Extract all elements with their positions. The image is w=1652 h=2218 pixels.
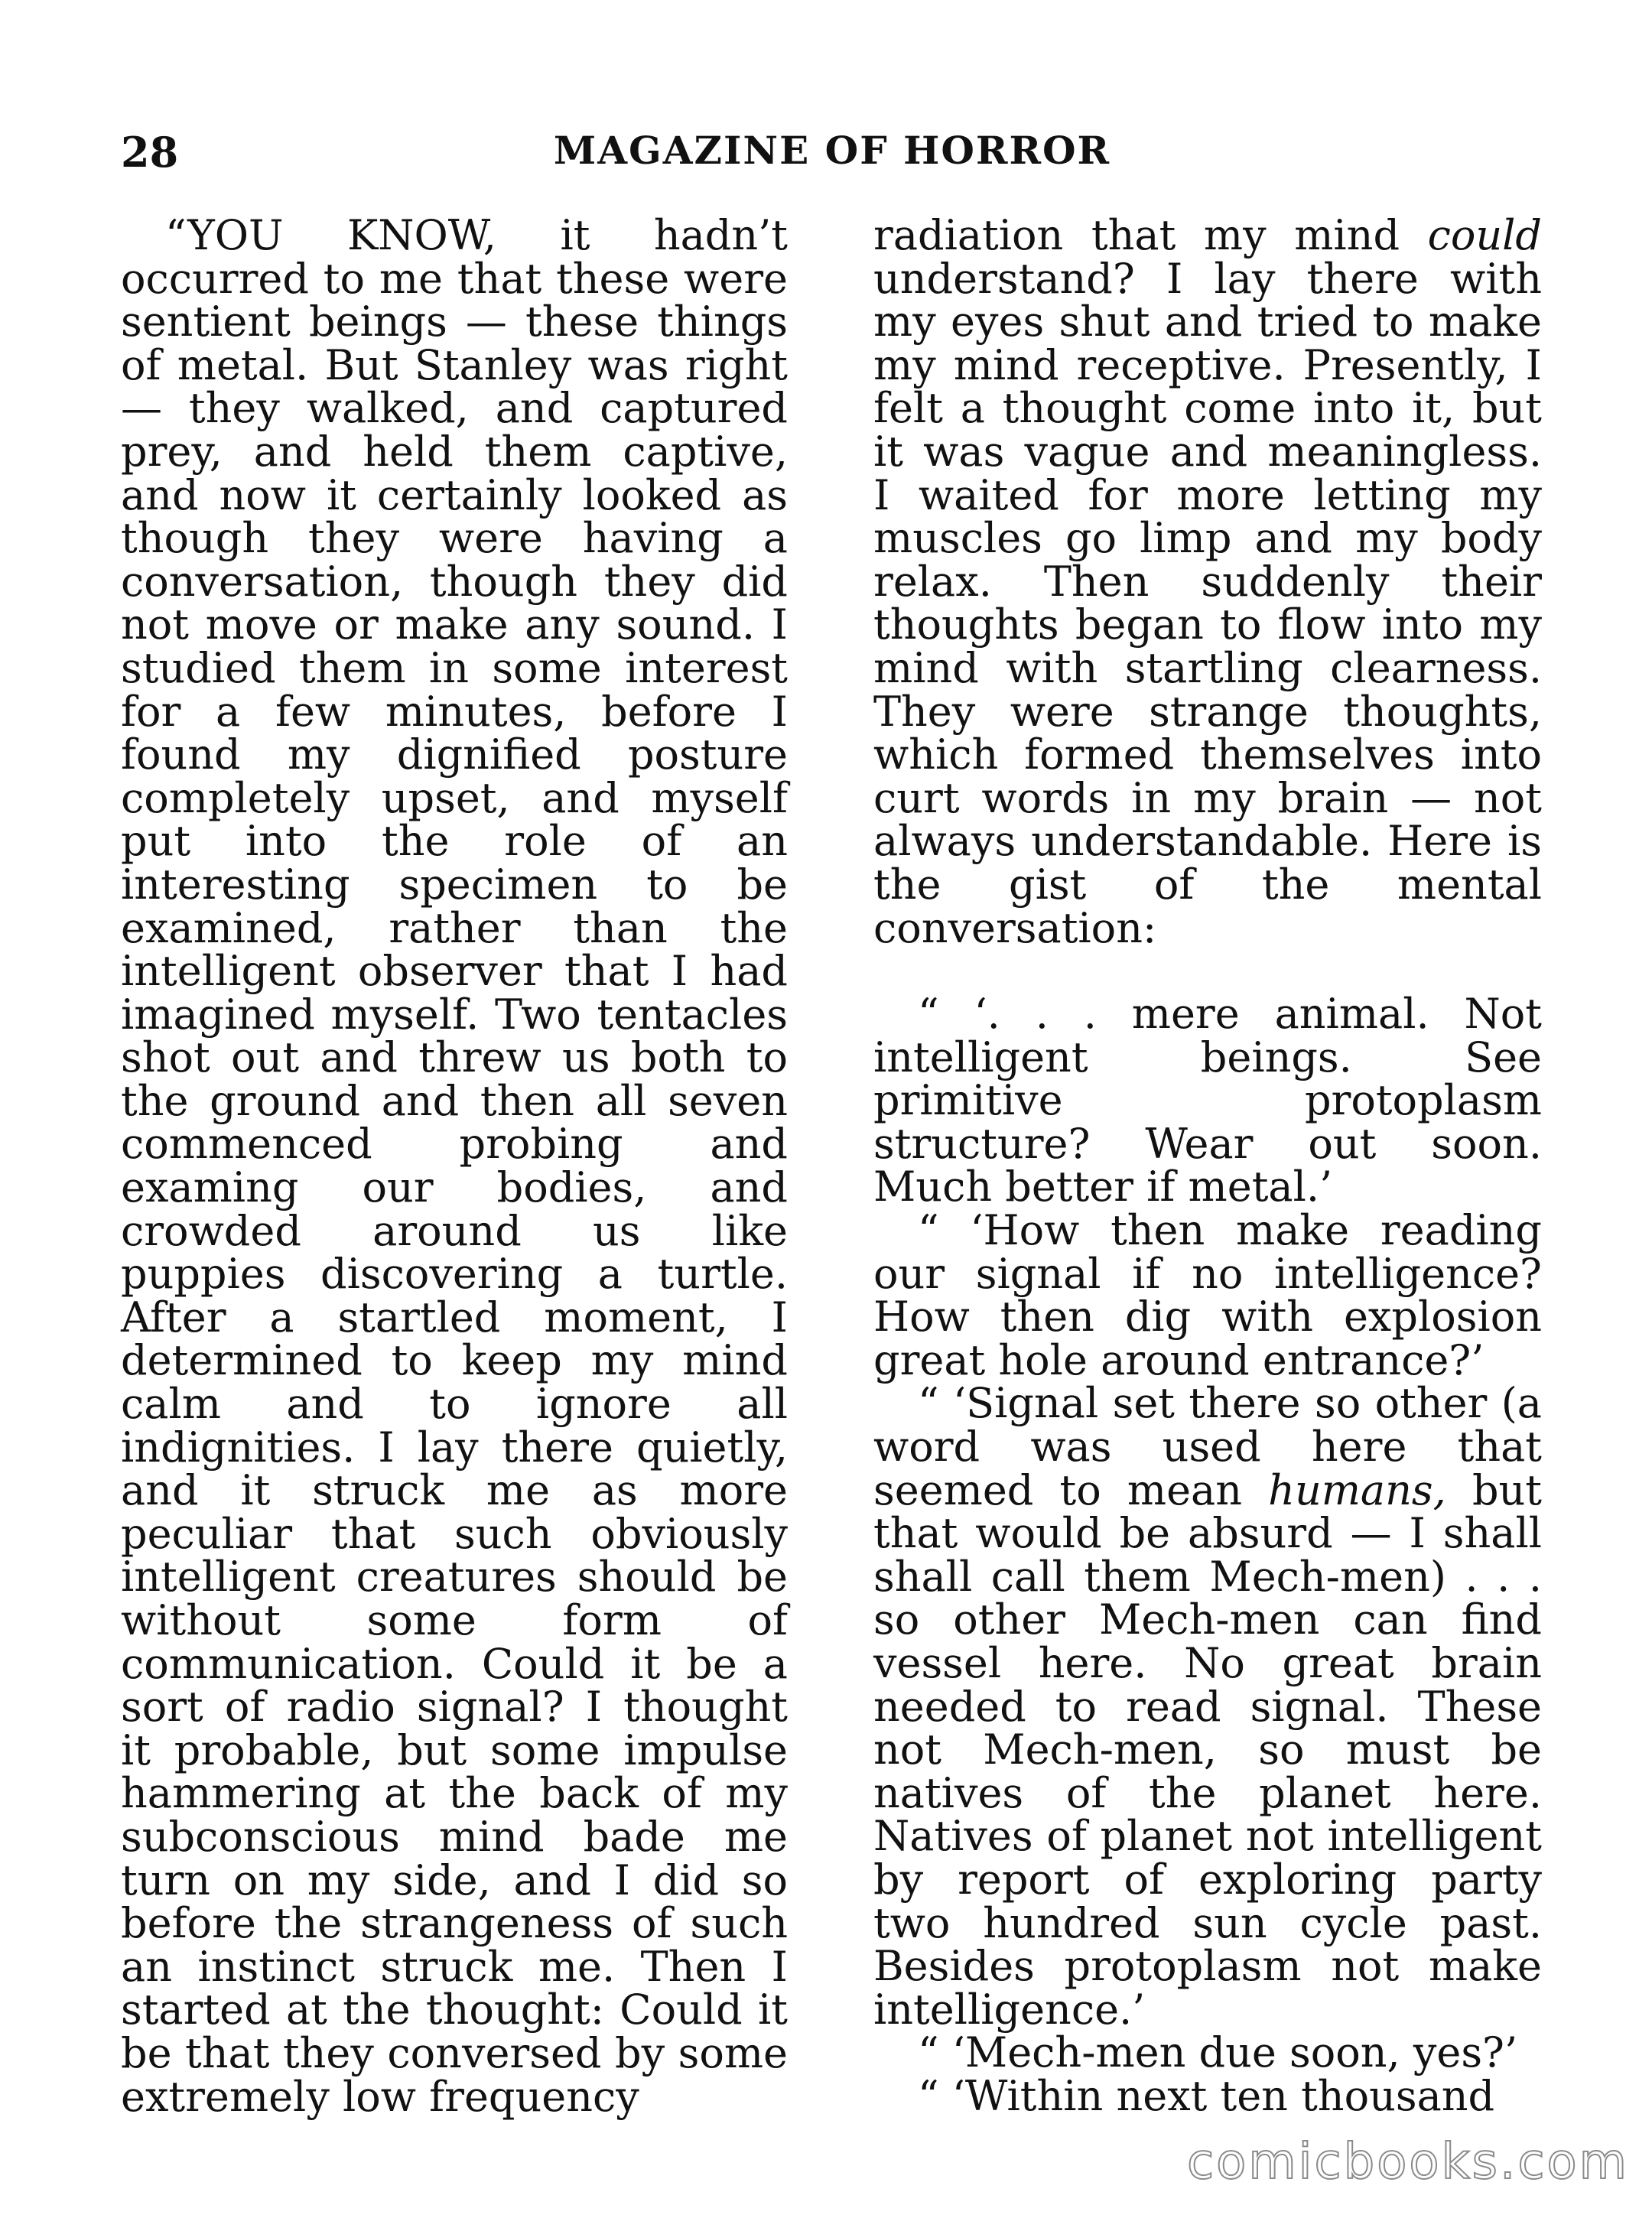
text-run: radiation that my mind <box>873 211 1428 259</box>
text-run: “ ‘Signal set there so other (a word was used here that seemed to mean <box>873 1379 1542 1514</box>
dialogue-paragraph: “ ‘Mech-men due soon, yes?’ <box>918 2028 1518 2077</box>
emphasis-text: humans, <box>1268 1465 1446 1514</box>
watermark: comicbooks.com <box>1186 2134 1629 2190</box>
running-title: MAGAZINE OF HORROR <box>553 128 1111 173</box>
page-number: 28 <box>121 128 179 177</box>
dialogue-paragraph: “ ‘Within next ten thousand <box>918 2071 1495 2120</box>
left-column <box>121 211 788 2121</box>
page-header <box>121 128 1543 193</box>
body-paragraph <box>873 211 1542 952</box>
dialogue-paragraph <box>873 1379 1542 2034</box>
text-run: understand? I lay there with my eyes shut and tried to make my mind receptive. Presently, I felt a thought come into it, but it was vague and meaningless. I waited for more letting my muscles go limp and my body relax. Then suddenly their thoughts began to flow into my mind with startling clearness. They were strange thoughts, which formed themselves into curt words in my brain — not always understandable. Here is the gist of the mental conversation: <box>873 254 1542 952</box>
body-paragraph: “YOU KNOW, it hadn’t occurred to me that these were sentient beings — these things of metal. But Stanley was right — they walked, and captured prey, and held them captive, and now it certainly looked as though they were having a conversation, though they did not move or make any sound. I studied them in some interest for a few minutes, before I found my dignified posture completely upset, and myself put into the role of an interesting specimen to be examined, rather than the intelligent observer that I had imagined myself. Two tentacles shot out and threw us both to the ground and then all seven commenced probing and examing our bodies, and crowded around us like puppies discovering a turtle. After a startled moment, I determined to keep my mind calm and to ignore all indignities. I lay there quietly, and it struck me as more peculiar that such obviously intelligent creatures should be without some form of communication. Could it be a sort of radio signal? I thought it probable, but some impulse hammering at the back of my subconscious mind bade me turn on my side, and I did so before the strangeness of such an instinct struck me. Then I started at the thought: Could it be that they conversed by some extremely low frequency <box>121 211 788 2121</box>
dialogue-paragraph: “ ‘How then make reading our signal if no intelligence? How then dig with explosion great hole around entrance?’ <box>873 1206 1542 1384</box>
emphasis-text: could <box>1427 211 1542 259</box>
dialogue-paragraph: “ ‘. . . mere animal. Not intelligent beings. See primitive protoplasm structure? Wear out soon. Much better if metal.’ <box>873 990 1542 1211</box>
right-column <box>873 211 1542 2120</box>
text-run: but that would be absurd — I shall shall call them Mech-men) . . . so other Mech-men can find vessel here. No great brain needed to read signal. These not Mech-men, so must be natives of the planet here. Natives of planet not intelligent by report of exploring party two hundred sun cycle past. Besides protoplasm not make intelligence.’ <box>873 1465 1542 2034</box>
